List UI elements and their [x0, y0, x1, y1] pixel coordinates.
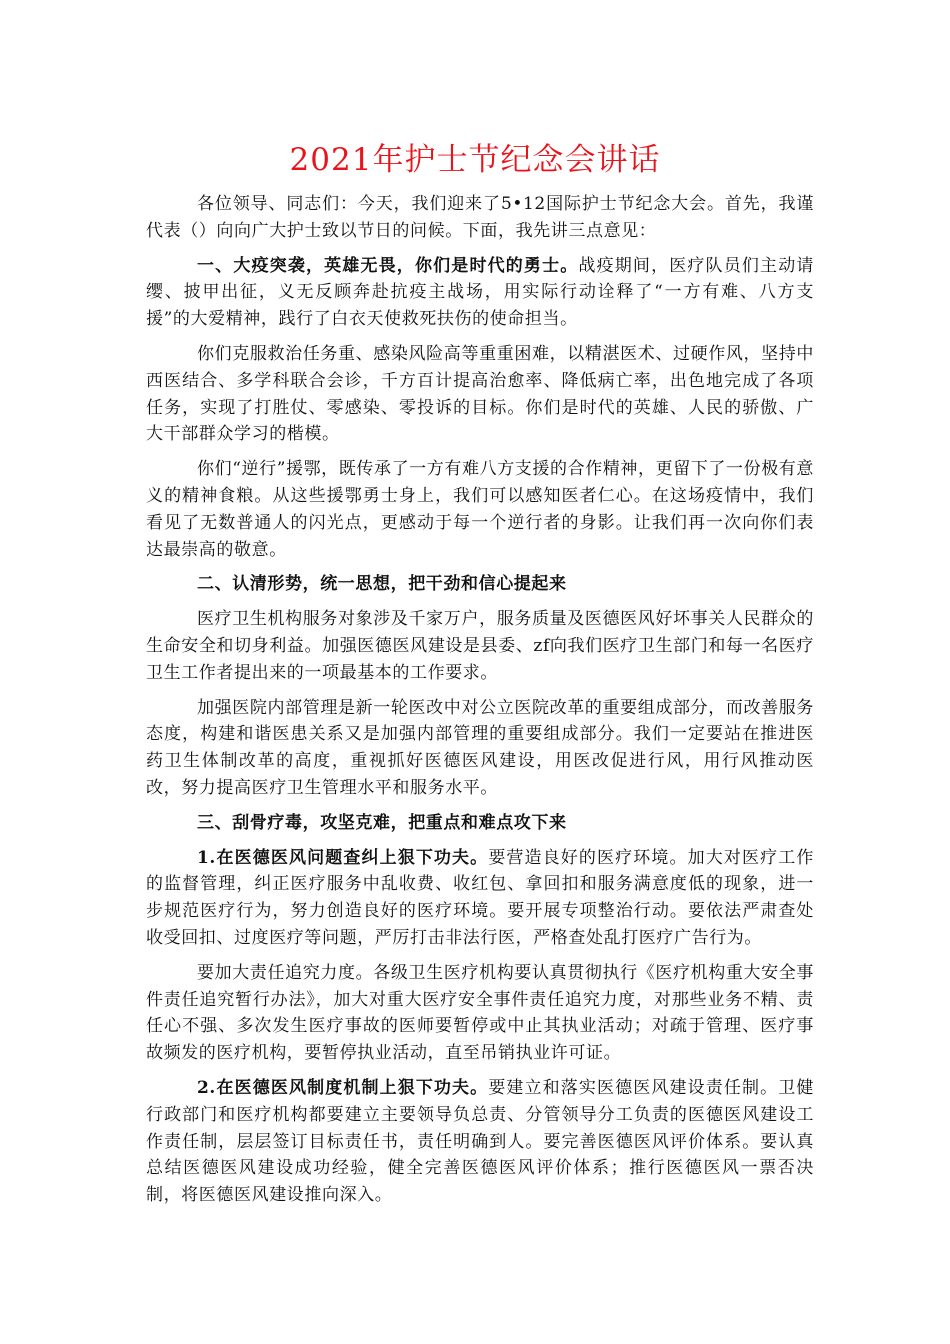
item-2-heading: 2.在医德医风制度机制上狠下功夫。 — [197, 1077, 489, 1098]
item-2-text: 要建立和落实医德医风建设责任制。卫健行政部门和医疗机构都要建立主要领导负总责、分管领导分工负责的医德医风建设工作责任制，层层签订目标责任书，责任明确到人。要完善医德医风评价体系。要认真总结医德医风建设成功经验，健全完善医德医风评价体系；推行医德医风一票否决制，将医德医风建设推向深入。 — [146, 1077, 814, 1206]
paragraph-item-2 — [146, 1075, 814, 1209]
paragraph-item-1 — [146, 845, 814, 952]
paragraph-section-1 — [146, 253, 814, 333]
item-1-text: 要营造良好的医疗环境。加大对医疗工作的监督管理，纠正医疗服务中乱收费、收红包、拿回扣和服务满意度低的现象，进一步规范医疗行为，努力创造良好的医疗环境。要开展专项整治行动。要依法严肃查处收受回扣、过度医疗等问题，严厉打击非法行医，严格查处乱打医疗广告行为。 — [146, 847, 814, 948]
section-1-text: 战疫期间，医疗队员们主动请缨、披甲出征，义无反顾奔赴抗疫主战场，用实际行动诠释了“一方有难、八方支援”的大爱精神，践行了白衣天使救死扶伤的使命担当。 — [146, 255, 814, 330]
paragraph-accountability: 要加大责任追究力度。各级卫生医疗机构要认真贯彻执行《医疗机构重大安全事件责任追究暂行办法》，加大对重大医疗安全事件责任追究力度，对那些业务不精、责任心不强、多次发生医疗事故的医师要暂停或中止其执业活动；对疏于管理、医疗事故频发的医疗机构，要暂停执业活动，直至吊销执业许可证。 — [146, 962, 814, 1064]
item-1-heading: 1.在医德医风问题查纠上狠下功夫。 — [197, 847, 489, 868]
document-body — [146, 191, 814, 1217]
paragraph-service-quality: 医疗卫生机构服务对象涉及千家万户，服务质量及医德医风好坏事关人民群众的生命安全和切身利益。加强医德医风建设是县委、zf向我们医疗卫生部门和每一名医疗卫生工作者提出来的一项最基本的工作要求。 — [146, 609, 814, 683]
paragraph-achievements: 你们克服救治任务重、感染风险高等重重困难，以精湛医术、过硬作风，坚持中西医结合、多学科联合会诊，千方百计提高治愈率、降低病亡率，出色地完成了各项任务，实现了打胜仗、零感染、零投诉的目标。你们是时代的英雄、人民的骄傲、广大干部群众学习的楷模。 — [146, 343, 814, 445]
section-2-heading: 二、认清形势，统一思想，把干劲和信心提起来 — [197, 574, 567, 595]
paragraph-greeting: 各位领导、同志们：今天，我们迎来了5•12国际护士节纪念大会。首先，我谨代表（）向向广大护士致以节日的问候。下面，我先讲三点意见： — [146, 194, 814, 241]
section-3-heading: 三、刮骨疗毒，攻坚克难，把重点和难点攻下来 — [197, 812, 567, 833]
section-1-heading: 一、大疫突袭，英雄无畏，你们是时代的勇士。 — [197, 255, 579, 276]
document-title: 2021年护士节纪念会讲话 — [289, 142, 661, 178]
paragraph-hospital-management: 加强医院内部管理是新一轮医改中对公立医院改革的重要组成部分，而改善服务态度，构建和谐医患关系又是加强内部管理的重要组成部分。我们一定要站在推进医药卫生体制改革的高度，重视抓好医德医风建设，用医改促进行风，用行风推动医改，努力提高医疗卫生管理水平和服务水平。 — [146, 697, 814, 798]
paragraph-tribute: 你们“逆行”援鄂，既传承了一方有难八方支援的合作精神，更留下了一份极有意义的精神食粮。从这些援鄂勇士身上，我们可以感知医者仁心。在这场疫情中，我们看见了无数普通人的闪光点，更感动于每一个逆行者的身影。让我们再一次向你们表达最崇高的敬意。 — [146, 459, 814, 560]
